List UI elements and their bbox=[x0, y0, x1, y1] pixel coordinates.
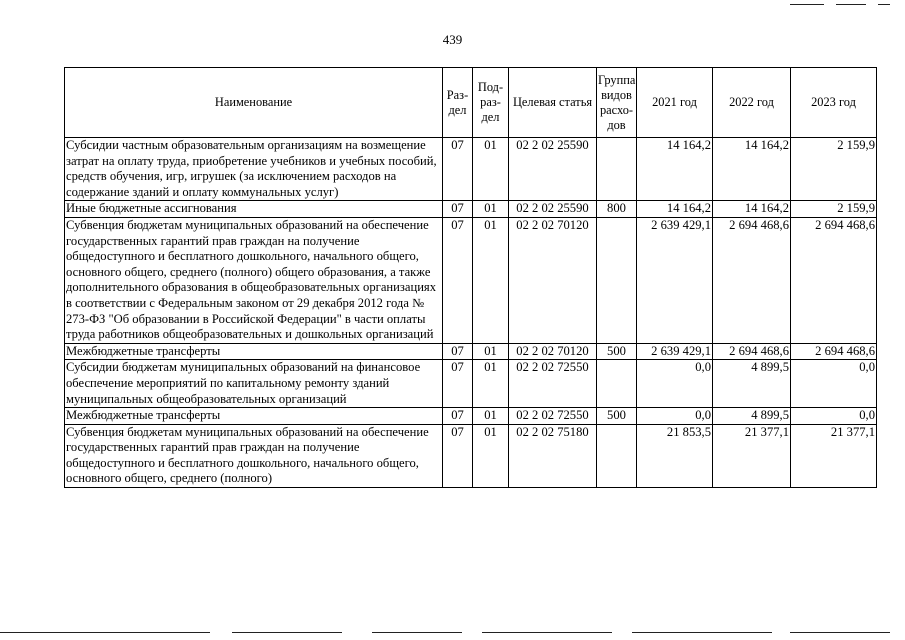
row-2021: 2 639 429,1 bbox=[637, 343, 713, 360]
scan-mark bbox=[632, 632, 772, 633]
header-expense-group: Группа видов расхо-дов bbox=[597, 68, 637, 138]
row-2022: 14 164,2 bbox=[713, 201, 791, 218]
row-subsection: 01 bbox=[473, 424, 509, 487]
header-section: Раз-дел bbox=[443, 68, 473, 138]
row-group bbox=[597, 138, 637, 201]
row-name: Межбюджетные трансферты bbox=[65, 343, 443, 360]
header-name: Наименование bbox=[65, 68, 443, 138]
row-group bbox=[597, 424, 637, 487]
table-header-row bbox=[65, 68, 877, 138]
row-section: 07 bbox=[443, 408, 473, 425]
header-2023: 2023 год bbox=[791, 68, 877, 138]
row-group: 500 bbox=[597, 343, 637, 360]
page-number: 439 bbox=[442, 32, 463, 47]
row-2023: 0,0 bbox=[791, 408, 877, 425]
scan-mark bbox=[878, 4, 890, 5]
scan-mark bbox=[0, 632, 210, 633]
scan-mark bbox=[836, 4, 866, 5]
row-subsection: 01 bbox=[473, 343, 509, 360]
row-name: Иные бюджетные ассигнования bbox=[65, 201, 443, 218]
row-2022: 4 899,5 bbox=[713, 360, 791, 408]
row-2022: 4 899,5 bbox=[713, 408, 791, 425]
row-subsection: 01 bbox=[473, 360, 509, 408]
table-row bbox=[65, 343, 877, 360]
row-2021: 0,0 bbox=[637, 408, 713, 425]
row-target: 02 2 02 72550 bbox=[509, 408, 597, 425]
row-name: Субвенция бюджетам муниципальных образований на обеспечение государственных гарантий прав граждан на получение общедоступного и бесплатного дошкольного, начального общего, основного общего, среднего (полного) общего образования, а также дополнительного образования в общеобразовательных организациях в соответствии с Федеральным законом от 29 декабря 2012 года № 273-ФЗ "Об образовании в Российской Федерации" в части оплаты труда работников общеобразовательных и дошкольных организаций bbox=[65, 217, 443, 343]
row-2022: 2 694 468,6 bbox=[713, 343, 791, 360]
row-group: 500 bbox=[597, 408, 637, 425]
row-target: 02 2 02 72550 bbox=[509, 360, 597, 408]
row-section: 07 bbox=[443, 201, 473, 218]
row-section: 07 bbox=[443, 343, 473, 360]
scan-mark bbox=[790, 4, 824, 5]
row-group: 800 bbox=[597, 201, 637, 218]
table-row bbox=[65, 360, 877, 408]
row-section: 07 bbox=[443, 138, 473, 201]
row-2023: 2 159,9 bbox=[791, 201, 877, 218]
row-2022: 2 694 468,6 bbox=[713, 217, 791, 343]
header-subsection: Под-раз-дел bbox=[473, 68, 509, 138]
row-subsection: 01 bbox=[473, 201, 509, 218]
table-row bbox=[65, 408, 877, 425]
row-2023: 0,0 bbox=[791, 360, 877, 408]
row-target: 02 2 02 75180 bbox=[509, 424, 597, 487]
row-name: Субсидии частным образовательным организациям на возмещение затрат на оплату труда, приобретение учебников и учебных пособий, средств обучения, игр, игрушек (за исключением расходов на содержание зданий и оплату коммунальных услуг) bbox=[65, 138, 443, 201]
row-2023: 2 694 468,6 bbox=[791, 217, 877, 343]
table-row bbox=[65, 424, 877, 487]
row-target: 02 2 02 25590 bbox=[509, 138, 597, 201]
header-2022: 2022 год bbox=[713, 68, 791, 138]
row-section: 07 bbox=[443, 360, 473, 408]
row-group bbox=[597, 217, 637, 343]
header-target-article: Целевая статья bbox=[509, 68, 597, 138]
budget-table bbox=[64, 67, 877, 488]
row-subsection: 01 bbox=[473, 408, 509, 425]
row-target: 02 2 02 70120 bbox=[509, 217, 597, 343]
scan-mark bbox=[790, 632, 890, 633]
row-section: 07 bbox=[443, 424, 473, 487]
row-target: 02 2 02 70120 bbox=[509, 343, 597, 360]
row-2022: 21 377,1 bbox=[713, 424, 791, 487]
row-2021: 21 853,5 bbox=[637, 424, 713, 487]
row-2023: 2 694 468,6 bbox=[791, 343, 877, 360]
row-2021: 2 639 429,1 bbox=[637, 217, 713, 343]
table-row bbox=[65, 217, 877, 343]
row-section: 07 bbox=[443, 217, 473, 343]
row-2023: 2 159,9 bbox=[791, 138, 877, 201]
scan-mark bbox=[482, 632, 612, 633]
row-name: Межбюджетные трансферты bbox=[65, 408, 443, 425]
row-2021: 14 164,2 bbox=[637, 138, 713, 201]
row-2021: 14 164,2 bbox=[637, 201, 713, 218]
row-2023: 21 377,1 bbox=[791, 424, 877, 487]
row-name: Субсидии бюджетам муниципальных образований на финансовое обеспечение мероприятий по капитальному ремонту зданий муниципальных общеобразовательных организаций bbox=[65, 360, 443, 408]
scan-mark bbox=[372, 632, 462, 633]
table-row bbox=[65, 201, 877, 218]
row-group bbox=[597, 360, 637, 408]
row-2021: 0,0 bbox=[637, 360, 713, 408]
scan-mark bbox=[232, 632, 342, 633]
row-2022: 14 164,2 bbox=[713, 138, 791, 201]
row-name: Субвенция бюджетам муниципальных образований на обеспечение государственных гарантий прав граждан на получение общедоступного и бесплатного дошкольного, начального общего, основного общего, среднего (полного) bbox=[65, 424, 443, 487]
row-subsection: 01 bbox=[473, 138, 509, 201]
header-2021: 2021 год bbox=[637, 68, 713, 138]
row-target: 02 2 02 25590 bbox=[509, 201, 597, 218]
row-subsection: 01 bbox=[473, 217, 509, 343]
table-row bbox=[65, 138, 877, 201]
